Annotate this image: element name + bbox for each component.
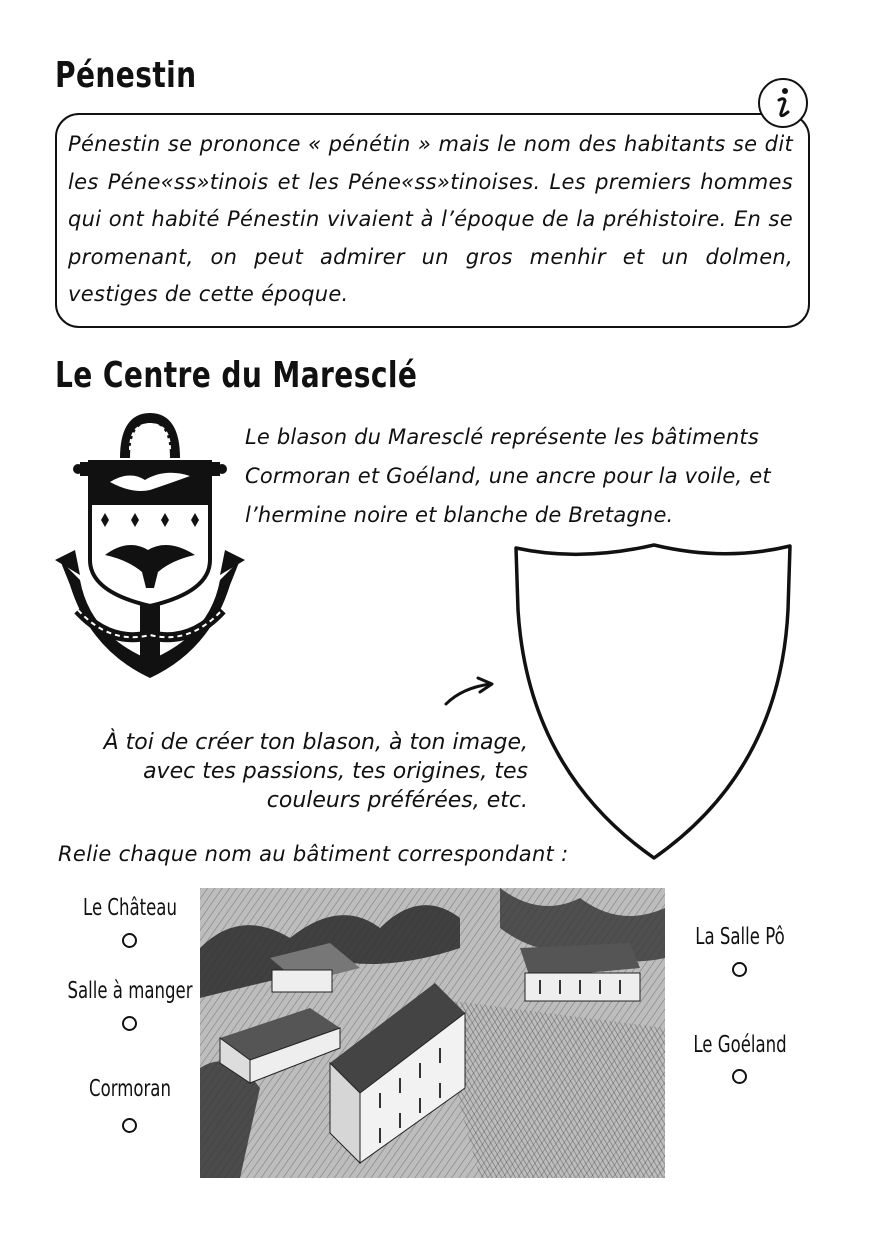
info-text: Pénestin se prononce « pénétin » mais le nom des habitants se dit les Péne«ss»tinois et les Péne«ss»tinoises. Les premiers hommes qui ont habité Pénestin vivaient à l’époque de la préhistoire. En se promenant, on peut admirer un gros menhir et un dolmen, vestiges de cette époque. bbox=[68, 132, 793, 306]
section-title-centre: Le Centre du Maresclé bbox=[55, 355, 418, 396]
label-salle-a-manger: Salle à manger bbox=[67, 978, 193, 1004]
cta-line-3: couleurs préférées, etc. bbox=[266, 788, 528, 813]
label-le-goeland: Le Goéland bbox=[693, 1032, 787, 1058]
cta-line-2: avec tes passions, tes origines, tes bbox=[143, 759, 528, 784]
dot-la-salle-po[interactable] bbox=[732, 962, 747, 977]
info-icon bbox=[758, 78, 808, 128]
blason-description: Le blason du Maresclé représente les bâtiments Cormoran et Goéland, une ancre pour la voile, et l’hermine noire et blanche de Bretagne. bbox=[245, 425, 771, 527]
aerial-buildings-sketch bbox=[200, 888, 665, 1178]
cta-line-1: À toi de créer ton blason, à ton image, bbox=[103, 730, 528, 755]
create-blason-prompt bbox=[60, 728, 528, 815]
dot-le-chateau[interactable] bbox=[122, 933, 137, 948]
anchor-crest-icon bbox=[50, 410, 250, 690]
label-le-chateau: Le Château bbox=[83, 895, 177, 921]
label-la-salle-po: La Salle Pô bbox=[695, 924, 785, 950]
matching-instruction: Relie chaque nom au bâtiment correspondant : bbox=[58, 842, 569, 866]
arrow-icon bbox=[440, 670, 500, 710]
blank-shield-drawing-area[interactable] bbox=[510, 540, 795, 865]
dot-salle-a-manger[interactable] bbox=[122, 1016, 137, 1031]
dot-le-goeland[interactable] bbox=[732, 1069, 747, 1084]
label-cormoran: Cormoran bbox=[89, 1076, 171, 1102]
page-title-penestin: Pénestin bbox=[55, 55, 197, 96]
dot-cormoran[interactable] bbox=[122, 1118, 137, 1133]
